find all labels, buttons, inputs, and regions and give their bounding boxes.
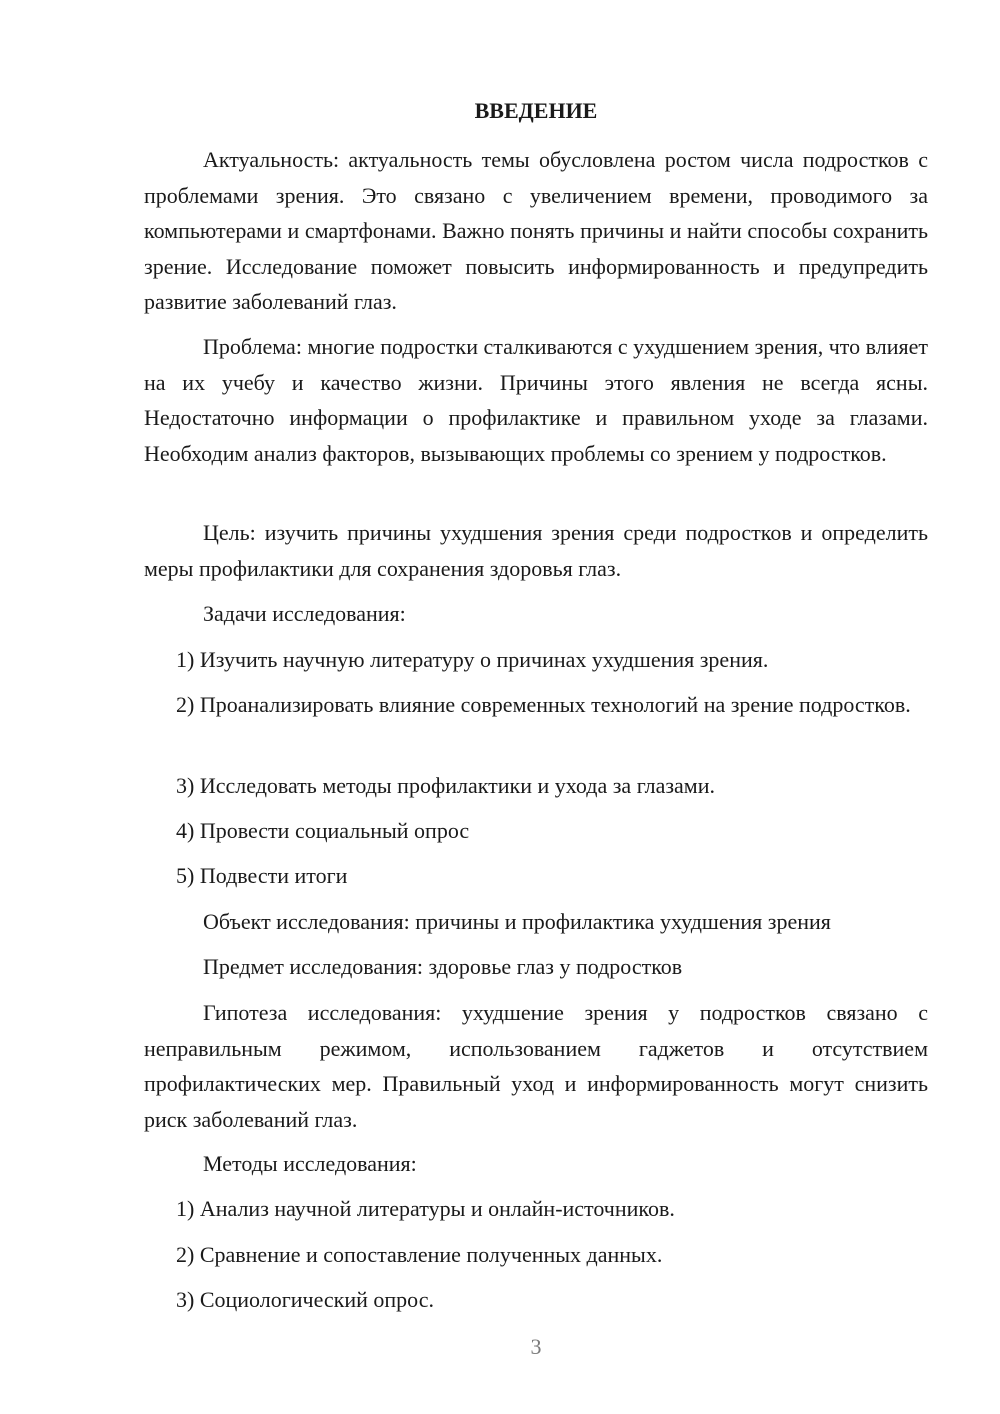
list-item-task-4: 4) Провести социальный опрос — [176, 818, 470, 843]
paragraph-object: Объект исследования: причины и профилактика ухудшения зрения — [203, 909, 831, 934]
paragraph-goal: Цель: изучить причины ухудшения зрения среди подростков и определить меры профилактики для сохранения здоровья глаз. — [144, 520, 928, 581]
list-item-method-1: 1) Анализ научной литературы и онлайн-источников. — [176, 1196, 675, 1221]
paragraph-methods-heading: Методы исследования: — [203, 1151, 417, 1176]
paragraph-hypothesis: Гипотеза исследования: ухудшение зрения у подростков связано с неправильным режимом, использованием гаджетов и отсутствием профилактических мер. Правильный уход и информированность могут снизить риск заболеваний глаз. — [144, 1000, 928, 1132]
paragraph-relevance: Актуальность: актуальность темы обусловлена ростом числа подростков с проблемами зрения. Это связано с увеличением времени, проводимого за компьютерами и смартфонами. Важно понять причины и найти способы сохранить зрение. Исследование поможет повысить информированность и предупредить развитие заболеваний глаз. — [144, 147, 928, 314]
list-item-method-3: 3) Социологический опрос. — [176, 1287, 434, 1312]
list-item-method-2: 2) Сравнение и сопоставление полученных данных. — [176, 1242, 663, 1267]
paragraph-subject: Предмет исследования: здоровье глаз у подростков — [203, 954, 683, 979]
page-number: 3 — [530, 1334, 542, 1359]
paragraph-tasks-heading: Задачи исследования: — [203, 601, 406, 626]
list-item-task-5: 5) Подвести итоги — [176, 863, 348, 888]
section-title: ВВЕДЕНИЕ — [474, 98, 598, 123]
list-item-task-3: 3) Исследовать методы профилактики и ухода за глазами. — [176, 773, 715, 798]
list-item-task-2: 2) Проанализировать влияние современных технологий на зрение подростков. — [176, 692, 911, 717]
paragraph-problem: Проблема: многие подростки сталкиваются с ухудшением зрения, что влияет на их учебу и качество жизни. Причины этого явления не всегда ясны. Недостаточно информации о профилактике и правильном уходе за глазами. Необходим анализ факторов, вызывающих проблемы со зрением у подростков. — [144, 334, 928, 466]
list-item-task-1: 1) Изучить научную литературу о причинах ухудшения зрения. — [176, 647, 769, 672]
